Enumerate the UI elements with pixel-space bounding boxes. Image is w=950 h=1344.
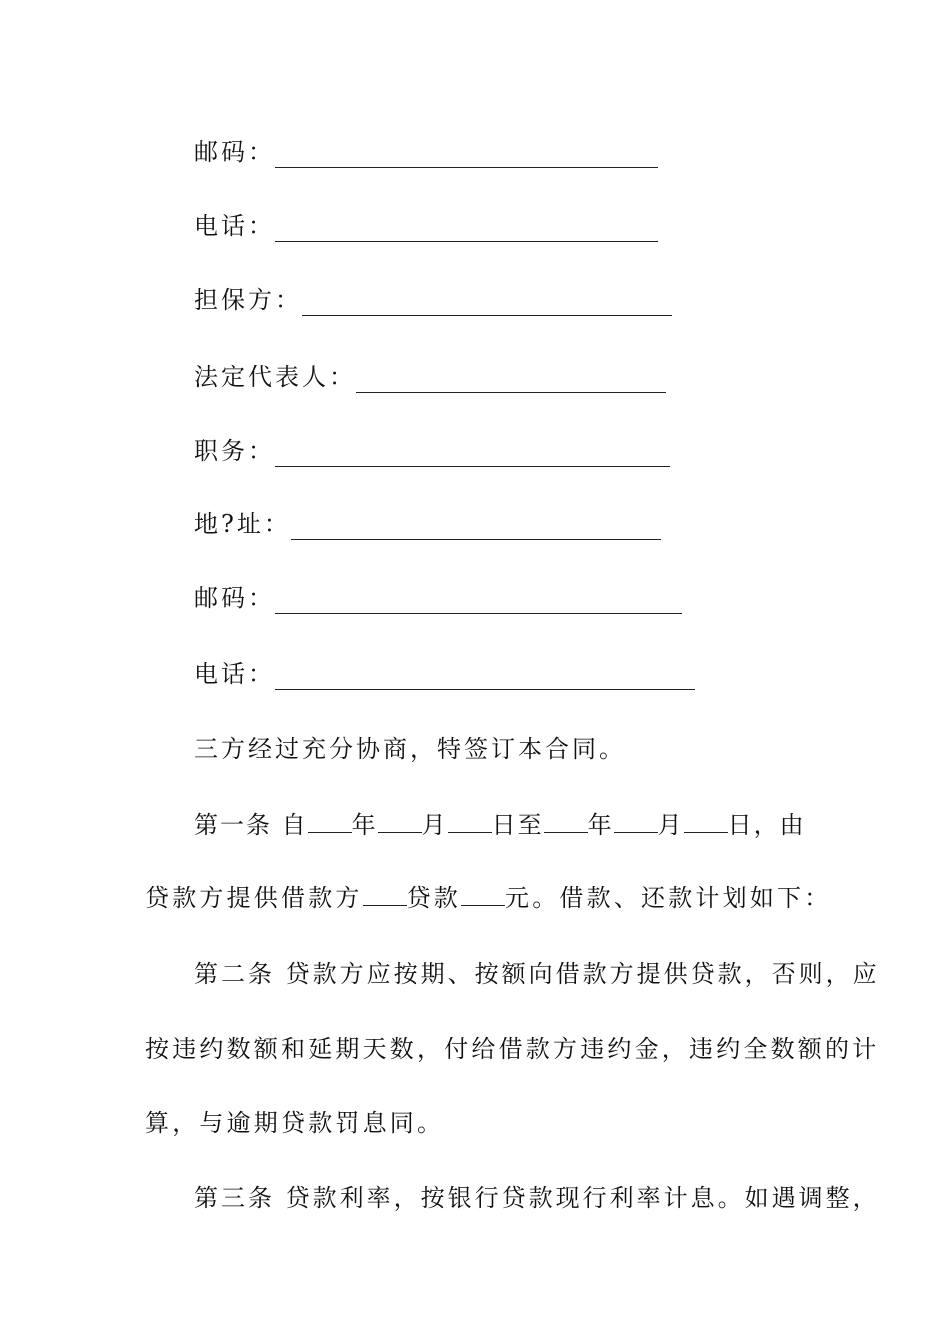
month-label: 月 xyxy=(421,811,448,839)
amount-blank[interactable] xyxy=(461,883,505,906)
field-label: 担保方： xyxy=(194,286,302,314)
article-1-text: 元。借款、还款计划如下： xyxy=(505,884,832,912)
article-2-line-3: 算，与逾期贷款罚息同。 xyxy=(145,1109,445,1137)
phone-field-2 xyxy=(194,658,695,690)
year-blank[interactable] xyxy=(308,810,352,833)
fill-blank[interactable] xyxy=(302,293,672,316)
postcode-field-2 xyxy=(194,582,682,614)
article-1-lead: 第一条 自 xyxy=(194,811,308,839)
year-label: 年 xyxy=(587,811,614,839)
field-label: 电话： xyxy=(194,660,275,688)
postcode-field-1 xyxy=(194,136,658,168)
fill-blank[interactable] xyxy=(275,444,670,467)
article-1-text: 贷款方提供借款方 xyxy=(145,884,363,912)
field-label: 邮码： xyxy=(194,584,275,612)
day-label: 日，由 xyxy=(727,811,806,839)
day-blank[interactable] xyxy=(684,810,728,833)
year-label: 年 xyxy=(351,811,378,839)
month-blank[interactable] xyxy=(614,810,658,833)
fill-blank[interactable] xyxy=(275,591,682,614)
year-blank[interactable] xyxy=(544,810,588,833)
article-1-line-2 xyxy=(145,882,832,914)
article-2-line-2: 按违约数额和延期天数，付给借款方违约金，违约全数额的计 xyxy=(145,1035,880,1063)
fill-blank[interactable] xyxy=(275,667,695,690)
address-field xyxy=(194,508,661,540)
field-label: 法定代表人： xyxy=(194,363,356,391)
legal-rep-field xyxy=(194,361,666,393)
day-label: 日至 xyxy=(491,811,544,839)
field-label: 电话： xyxy=(194,212,275,240)
article-1-line-1 xyxy=(194,809,806,841)
article-2-line-1: 第二条 贷款方应按期、按额向借款方提供贷款，否则，应 xyxy=(194,960,880,988)
month-blank[interactable] xyxy=(378,810,422,833)
article-1-text: 贷款 xyxy=(406,884,462,912)
field-label: 邮码： xyxy=(194,138,275,166)
guarantor-field xyxy=(194,284,672,316)
fill-blank[interactable] xyxy=(291,517,661,540)
position-field xyxy=(194,435,670,467)
field-label: 地?址： xyxy=(194,510,291,538)
day-blank[interactable] xyxy=(448,810,492,833)
intro-paragraph: 三方经过充分协商，特签订本合同。 xyxy=(194,735,626,763)
fill-blank[interactable] xyxy=(275,145,658,168)
fill-blank[interactable] xyxy=(275,219,658,242)
month-label: 月 xyxy=(657,811,684,839)
phone-field-1 xyxy=(194,210,658,242)
fill-blank[interactable] xyxy=(356,370,666,393)
field-label: 职务： xyxy=(194,437,275,465)
article-3-line-1: 第三条 贷款利率，按银行贷款现行利率计息。如遇调整， xyxy=(194,1184,880,1212)
amount-blank[interactable] xyxy=(363,883,407,906)
